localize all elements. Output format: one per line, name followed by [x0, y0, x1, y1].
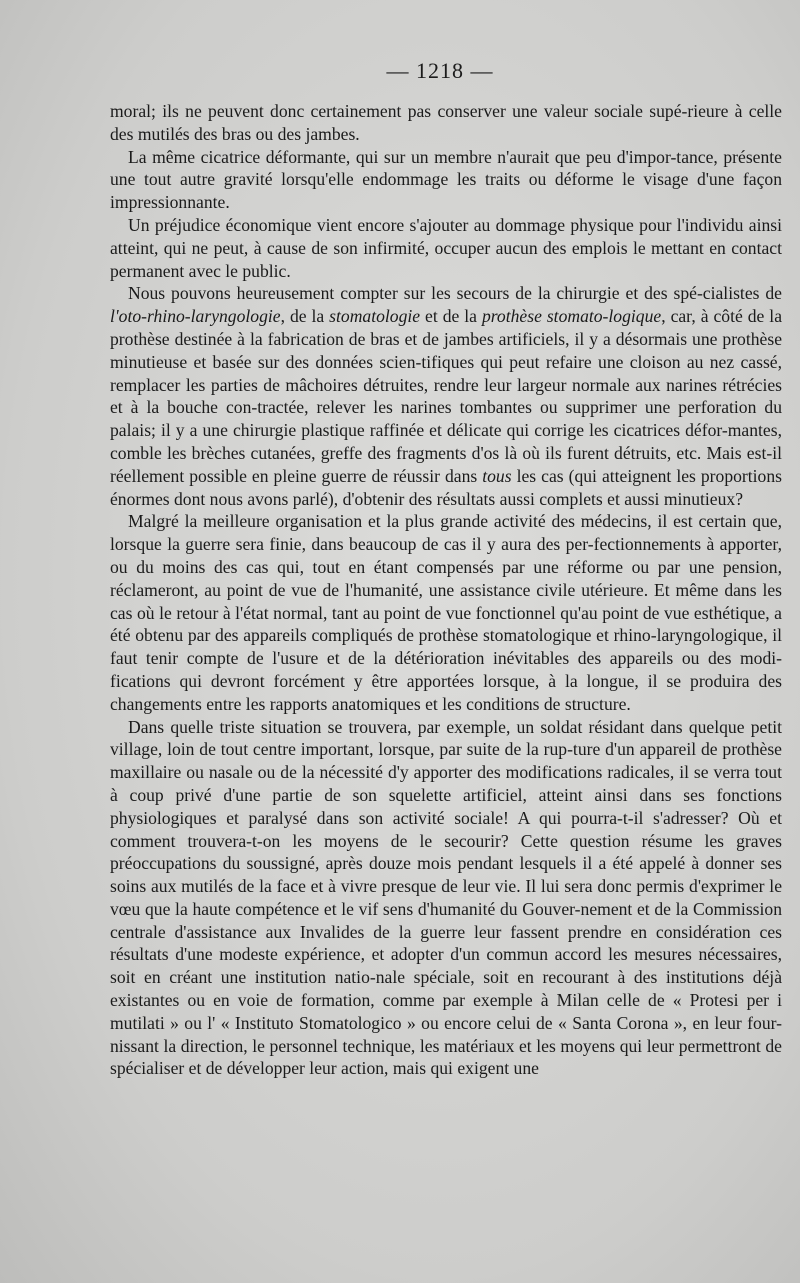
text-run: Malgré la meilleure organisation et la plus grande activité des médecins, il est certain que, lorsque la guerre sera finie, dans beaucoup de cas il y aura des per-fectionnements à apporter, ou du moins des cas qui, tout en étant compensés par une réforme ou par une pension, réclameront, au point de vue de l'humanité, une assistance civile utérieure. Et même dans les cas où le retour à l'état normal, tant au point de vue fonctionnel qu'au point de vue esthétique, a été obtenu par des appareils compliqués de prothèse stomatologique et rhino-laryngologique, il faut tenir compte de l'usure et de la détérioration inévitables des appareils ou des modi-fications qui devront forcément y être apportées lorsque, à la longue, il se produira des changements entre les rapports anatomiques et les conditions de structure.	[110, 511, 782, 714]
text-run: , de la	[280, 306, 330, 327]
italic-text: l'oto-rhino-laryngologie	[110, 306, 281, 327]
paragraph	[110, 100, 782, 146]
paragraph	[110, 716, 782, 1081]
text-run: Dans quelle triste situation se trouvera, par exemple, un soldat résidant dans quelque petit village, loin de tout centre important, lorsque, par suite de la rup-ture d'un appareil de prothèse maxillaire ou nasale ou de la nécessité d'y apporter des modifications radicales, il se verra tout à coup privé d'une partie de son squelette artificiel, atteint ainsi dans ses fonctions physiologiques et paralysé dans son activité sociale! A qui pourra-t-il s'adresser? Où et comment trouvera-t-on les moyens de le secourir? Cette question résume les graves préoccupations du soussigné, après douze mois pendant lesquels il a été appelé à donner ses soins aux mutilés de la face et à vivre presque de leur vie. Il lui sera donc permis d'exprimer le vœu que la haute compétence et le vif sens d'humanité du Gouver-nement et de la Commission centrale d'assistance aux Invalides de la guerre leur fassent prendre en considération ces résultats d'une modeste expérience, et adopter d'un commun accord les mesures nécessaires, soit en créant une institution natio-nale spéciale, soit en recourant à des institutions déjà existantes ou en voie de formation, comme par exemple à Milan celle de « Protesi per i mutilati » ou l' « Instituto Stomatologico » ou encore celui de « Santa Corona », en leur four-nissant la direction, le personnel technique, les matériaux et les moyens qui leur permettront de spécialiser et de développer leur action, mais qui exigent une	[110, 716, 782, 1079]
text-run: moral; ils ne peuvent donc certainement pas conserver une valeur sociale supé-rieure à celle des mutilés des bras ou des jambes.	[110, 101, 782, 144]
text-run: La même cicatrice déformante, qui sur un membre n'aurait que peu d'impor-tance, présente une tout autre gravité lorsqu'elle endommage les traits ou déforme le visage d'une façon impressionnante.	[110, 146, 782, 213]
paragraph	[110, 282, 782, 510]
page-number: — 1218 —	[386, 58, 494, 83]
text-run: et de la	[420, 306, 482, 327]
italic-text: stomatologie	[329, 306, 421, 327]
text-run: Nous pouvons heureusement compter sur les secours de la chirurgie et des spé-cialistes de	[128, 283, 782, 304]
body-text	[110, 100, 782, 1080]
text-run: Un préjudice économique vient encore s'ajouter au dommage physique pour l'individu ainsi atteint, qui ne peut, à cause de son infirmité, occuper aucun des emplois le mettant en contact permanent avec le public.	[110, 214, 782, 281]
paragraph	[110, 214, 782, 282]
italic-text: prothèse stomato-logique	[481, 306, 662, 327]
text-run: les cas (qui atteignent les proportions énormes dont nous avons parlé), d'obtenir des résultats aussi complets et aussi minutieux?	[110, 465, 782, 509]
text-run: , car, à côté de la prothèse destinée à la fabrication de bras et de jambes artificiels, il y a désormais une prothèse minutieuse et basée sur des données scien-tifiques qui peut refaire une cloison au nez cassé, remplacer les parties de mâchoires détruites, rendre leur largeur normale aux narines rétrécies et à la bouche con-tractée, relever les narines tombantes ou supprimer une perforation du palais; il y a une chirurgie plastique raffinée et délicate qui corrige les cicatrices défor-mantes, comble les brèches cutanées, greffe des fragments d'os là où ils furent détruits, etc. Mais est-il réellement possible en pleine guerre de réussir dans	[110, 306, 783, 486]
paragraph	[110, 146, 782, 214]
paragraph	[110, 510, 782, 715]
italic-text: tous	[482, 465, 512, 486]
